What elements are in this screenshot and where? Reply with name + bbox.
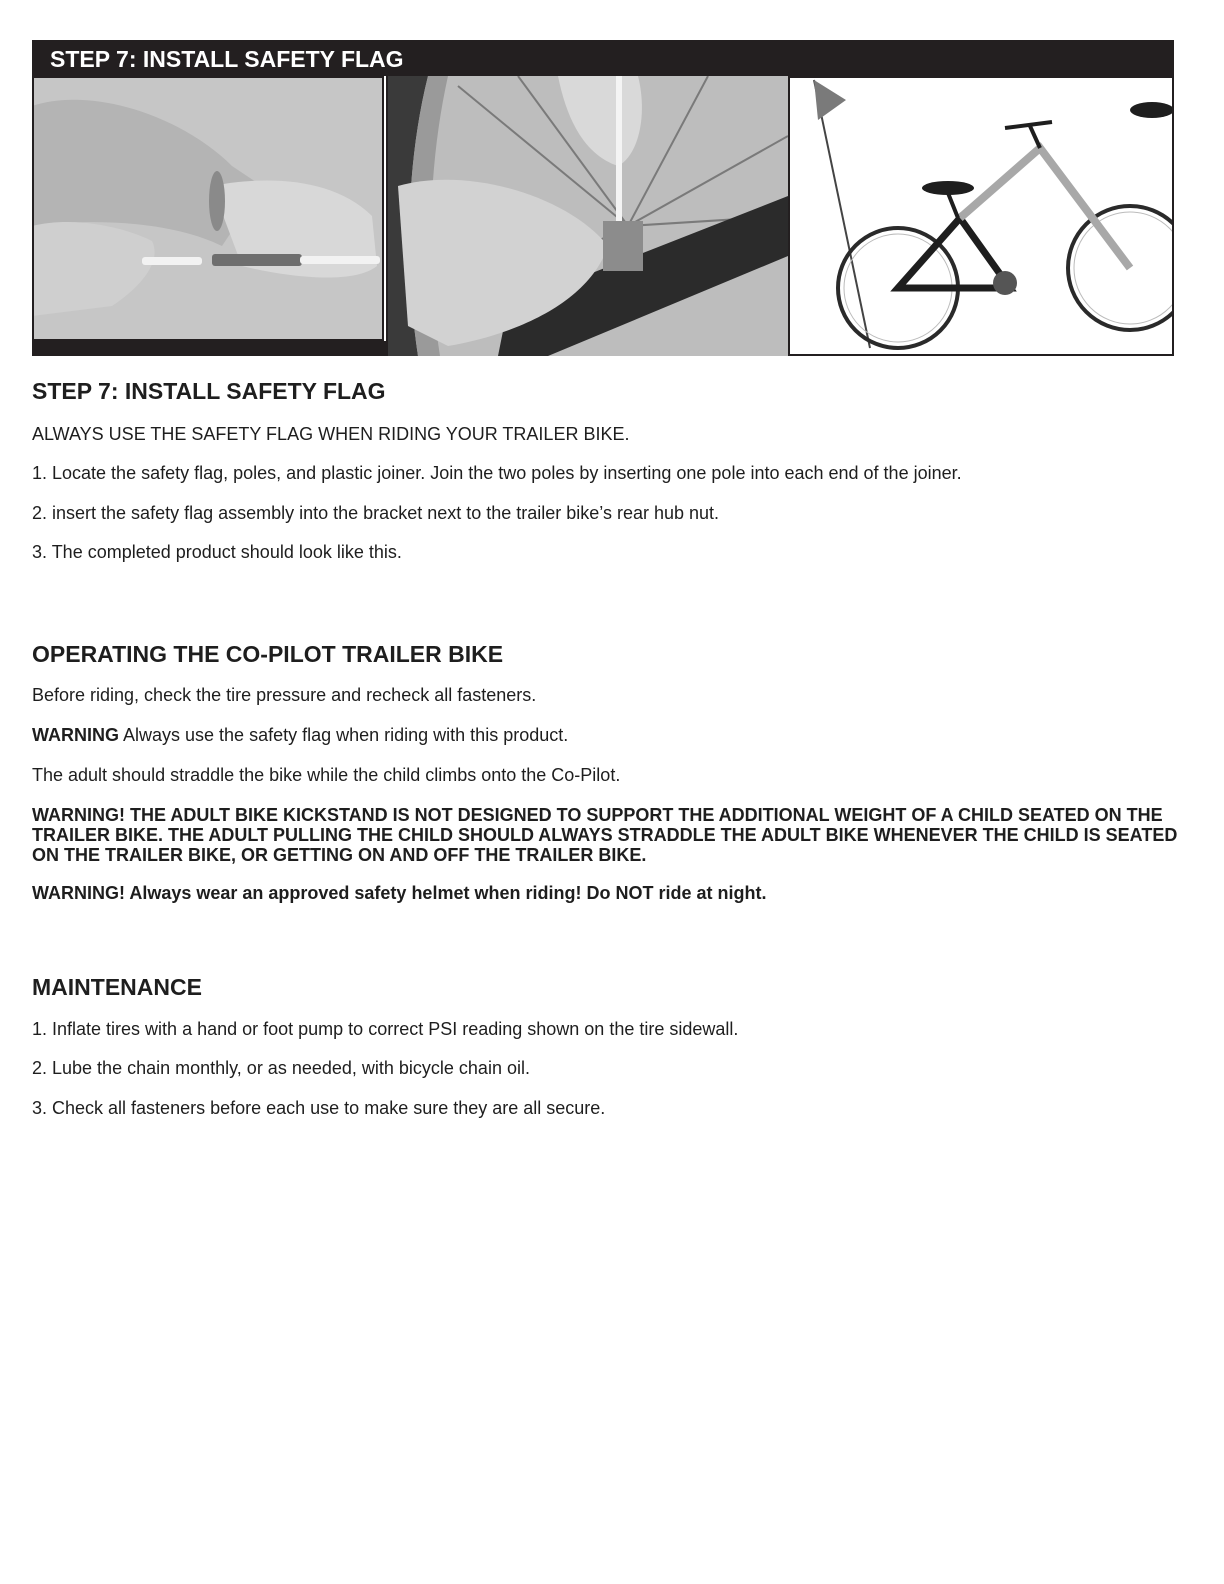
step7-item-2: 2. insert the safety flag assembly into the bracket next to the trailer bike’s rear hub nut. — [32, 503, 720, 523]
step7-item-1: 1. Locate the safety flag, poles, and plastic joiner. Join the two poles by inserting one pole into each end of the joiner. — [32, 463, 962, 483]
operating-flag-warning — [32, 725, 568, 746]
helmet-warning: WARNING! Always wear an approved safety helmet when riding! Do NOT ride at night. — [32, 883, 767, 903]
warning-text: Always use the safety flag when riding with this product. — [119, 725, 569, 745]
instruction-photo-strip — [32, 76, 1174, 356]
hands-joining-poles-illustration — [32, 76, 384, 341]
trailer-bike-illustration — [790, 78, 1172, 356]
photo-caption-bar — [32, 341, 386, 356]
step7-banner: STEP 7: INSTALL SAFETY FLAG — [32, 40, 1174, 76]
maintenance-item-2: 2. Lube the chain monthly, or as needed, with bicycle chain oil. — [32, 1058, 530, 1078]
step7-heading: STEP 7: INSTALL SAFETY FLAG — [32, 378, 386, 404]
maintenance-item-1: 1. Inflate tires with a hand or foot pump to correct PSI reading shown on the tire sidewall. — [32, 1019, 739, 1039]
photo-inserting-flag — [386, 76, 790, 356]
photo-joining-poles — [32, 76, 384, 356]
step7-item-3: 3. The completed product should look like this. — [32, 542, 402, 562]
operating-heading: OPERATING THE CO-PILOT TRAILER BIKE — [32, 641, 504, 667]
maintenance-heading: MAINTENANCE — [32, 974, 202, 1000]
operating-straddle-note: The adult should straddle the bike while the child climbs onto the Co-Pilot. — [32, 765, 621, 785]
kickstand-warning: WARNING! THE ADULT BIKE KICKSTAND IS NOT DESIGNED TO SUPPORT THE ADDITIONAL WEIGHT OF A CHILD SEATED ON THE TRAILER BIKE. THE ADULT PULLING THE CHILD SHOULD ALWAYS STRADDLE THE ADULT BIKE WHENEVER THE CHILD IS SEATED ON THE TRAILER BIKE, OR GETTING ON AND OFF THE TRAILER BIKE. — [32, 805, 1178, 865]
maintenance-item-3: 3. Check all fasteners before each use to make sure they are all secure. — [32, 1098, 606, 1118]
photo-completed-trailer-bike — [790, 76, 1174, 356]
operating-pressure-check: Before riding, check the tire pressure and recheck all fasteners. — [32, 685, 537, 705]
warning-label: WARNING — [32, 725, 119, 745]
flag-bracket-illustration — [388, 76, 788, 356]
step7-intro: ALWAYS USE THE SAFETY FLAG WHEN RIDING YOUR TRAILER BIKE. — [32, 424, 630, 444]
